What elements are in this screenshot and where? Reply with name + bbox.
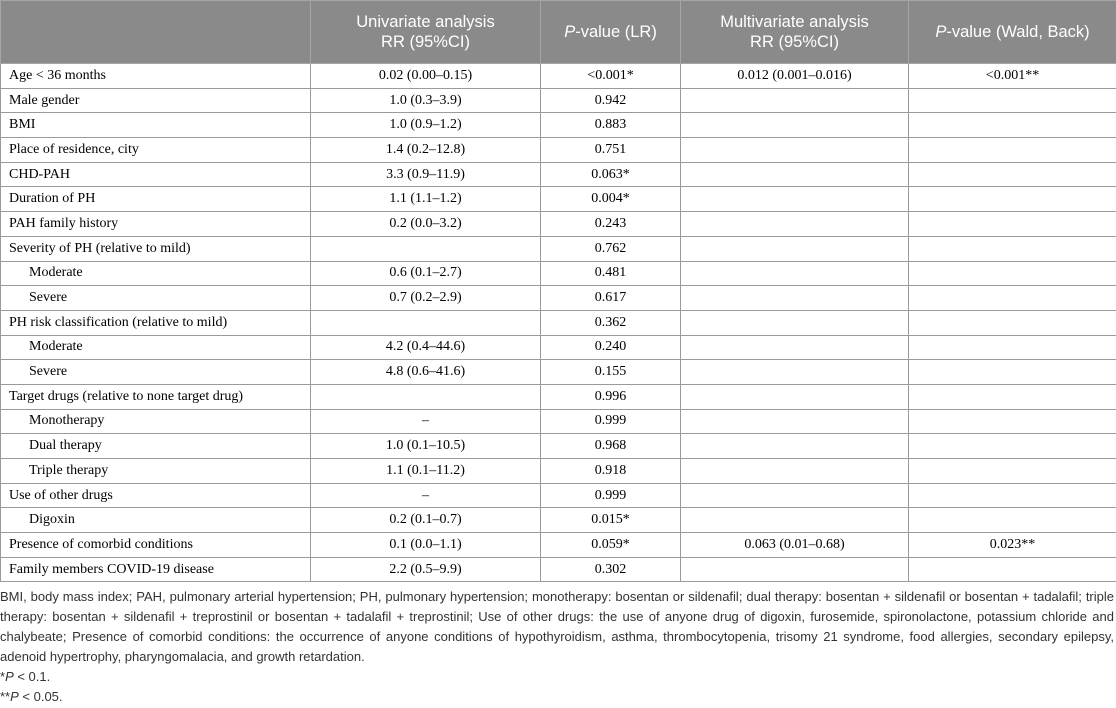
univariate-rr: 1.1 (0.1–11.2) bbox=[311, 459, 541, 484]
table-row bbox=[1, 360, 1116, 385]
multivariate-rr bbox=[681, 434, 909, 459]
pvalue-lr: 0.243 bbox=[541, 212, 681, 237]
pvalue-lr: <0.001* bbox=[541, 64, 681, 89]
row-label: Monotherapy bbox=[1, 409, 311, 434]
table-footnotes bbox=[0, 587, 1114, 707]
header-row bbox=[1, 1, 1116, 64]
pvalue-wald bbox=[909, 459, 1116, 484]
multivariate-rr: 0.012 (0.001–0.016) bbox=[681, 64, 909, 89]
row-label: Place of residence, city bbox=[1, 138, 311, 163]
table-row bbox=[1, 286, 1116, 311]
row-label: Severity of PH (relative to mild) bbox=[1, 236, 311, 261]
univariate-rr: 4.8 (0.6–41.6) bbox=[311, 360, 541, 385]
univariate-rr bbox=[311, 384, 541, 409]
pvalue-lr: 0.059* bbox=[541, 533, 681, 558]
pvalue-lr: 0.362 bbox=[541, 310, 681, 335]
pvalue-wald bbox=[909, 310, 1116, 335]
significance-note-2 bbox=[0, 687, 1114, 707]
header-multivariate-title: Multivariate analysis bbox=[720, 13, 869, 31]
pvalue-lr: 0.942 bbox=[541, 88, 681, 113]
note2-asterisk: ** bbox=[0, 689, 11, 704]
note1-threshold: < 0.1. bbox=[13, 669, 51, 684]
table-row bbox=[1, 212, 1116, 237]
pvalue-lr: 0.302 bbox=[541, 557, 681, 582]
row-label: Duration of PH bbox=[1, 187, 311, 212]
header-univariate bbox=[311, 1, 541, 64]
pvalue-wald bbox=[909, 113, 1116, 138]
row-label: Moderate bbox=[1, 261, 311, 286]
row-label: Dual therapy bbox=[1, 434, 311, 459]
univariate-rr: 1.0 (0.3–3.9) bbox=[311, 88, 541, 113]
table-row bbox=[1, 459, 1116, 484]
univariate-rr: – bbox=[311, 483, 541, 508]
univariate-rr: 0.02 (0.00–0.15) bbox=[311, 64, 541, 89]
row-label: Male gender bbox=[1, 88, 311, 113]
row-label: Use of other drugs bbox=[1, 483, 311, 508]
header-univariate-unit: RR (95%CI) bbox=[381, 33, 470, 51]
multivariate-rr bbox=[681, 236, 909, 261]
table-row bbox=[1, 187, 1116, 212]
note2-p: P bbox=[10, 689, 19, 704]
table-row bbox=[1, 162, 1116, 187]
row-label: PH risk classification (relative to mild) bbox=[1, 310, 311, 335]
pvalue-wald bbox=[909, 138, 1116, 163]
pvalue-lr: 0.481 bbox=[541, 261, 681, 286]
pvalue-wald: <0.001** bbox=[909, 64, 1116, 89]
univariate-rr: 0.2 (0.1–0.7) bbox=[311, 508, 541, 533]
pvalue-wald bbox=[909, 88, 1116, 113]
header-multivariate-unit: RR (95%CI) bbox=[750, 33, 839, 51]
header-pvalue-lr-p: P bbox=[564, 23, 576, 41]
univariate-rr: 1.4 (0.2–12.8) bbox=[311, 138, 541, 163]
row-label: Presence of comorbid conditions bbox=[1, 533, 311, 558]
multivariate-rr bbox=[681, 335, 909, 360]
header-univariate-title: Univariate analysis bbox=[356, 13, 495, 31]
multivariate-rr bbox=[681, 508, 909, 533]
pvalue-lr: 0.004* bbox=[541, 187, 681, 212]
multivariate-rr: 0.063 (0.01–0.68) bbox=[681, 533, 909, 558]
table-row bbox=[1, 113, 1116, 138]
pvalue-wald bbox=[909, 236, 1116, 261]
table-row bbox=[1, 409, 1116, 434]
multivariate-rr bbox=[681, 409, 909, 434]
pvalue-wald bbox=[909, 384, 1116, 409]
univariate-rr: – bbox=[311, 409, 541, 434]
pvalue-lr: 0.996 bbox=[541, 384, 681, 409]
table-row bbox=[1, 434, 1116, 459]
row-label: Moderate bbox=[1, 335, 311, 360]
multivariate-rr bbox=[681, 212, 909, 237]
pvalue-wald bbox=[909, 261, 1116, 286]
table-row bbox=[1, 236, 1116, 261]
table-row bbox=[1, 335, 1116, 360]
multivariate-rr bbox=[681, 261, 909, 286]
univariate-rr: 0.1 (0.0–1.1) bbox=[311, 533, 541, 558]
header-pvalue-lr bbox=[541, 1, 681, 64]
header-variable bbox=[1, 1, 311, 64]
note2-threshold: < 0.05. bbox=[18, 689, 63, 704]
pvalue-wald bbox=[909, 162, 1116, 187]
pvalue-wald: 0.023** bbox=[909, 533, 1116, 558]
univariate-rr bbox=[311, 310, 541, 335]
header-multivariate bbox=[681, 1, 909, 64]
header-pvalue-lr-text: -value (LR) bbox=[575, 23, 657, 41]
multivariate-rr bbox=[681, 557, 909, 582]
pvalue-wald bbox=[909, 286, 1116, 311]
pvalue-wald bbox=[909, 335, 1116, 360]
header-pvalue-wald-p: P bbox=[935, 23, 947, 41]
pvalue-wald bbox=[909, 557, 1116, 582]
significance-note-1 bbox=[0, 667, 1114, 687]
abbreviations-note: BMI, body mass index; PAH, pulmonary arterial hypertension; PH, pulmonary hypertension; monotherapy: bosentan or sildenafil; dual therapy: bosentan + sildenafil or bosentan + tadalafil; triple therapy: bosentan + sildenafil + treprostinil or bosentan + tadalafil + treprostinil; Use of other drugs: the use of anyone drug of digoxin, furosemide, spironolactone, potassium chloride and chalybeate; Presence of comorbid conditions: the occurrence of anyone conditions of hypothyroidism, asthma, thrombocytopenia, trisomy 21 syndrome, food allergies, secondary epilepsy, adenoid hypertrophy, pharyngomalacia, and growth retardation. bbox=[0, 589, 1114, 664]
univariate-rr: 0.2 (0.0–3.2) bbox=[311, 212, 541, 237]
univariate-rr bbox=[311, 236, 541, 261]
pvalue-lr: 0.155 bbox=[541, 360, 681, 385]
row-label: Target drugs (relative to none target drug) bbox=[1, 384, 311, 409]
univariate-rr: 3.3 (0.9–11.9) bbox=[311, 162, 541, 187]
row-label: Age < 36 months bbox=[1, 64, 311, 89]
row-label: Severe bbox=[1, 286, 311, 311]
table-row bbox=[1, 310, 1116, 335]
pvalue-wald bbox=[909, 508, 1116, 533]
multivariate-rr bbox=[681, 88, 909, 113]
multivariate-rr bbox=[681, 138, 909, 163]
table-row bbox=[1, 138, 1116, 163]
note1-asterisk: * bbox=[0, 669, 6, 684]
table-row bbox=[1, 533, 1116, 558]
multivariate-rr bbox=[681, 310, 909, 335]
pvalue-lr: 0.999 bbox=[541, 483, 681, 508]
multivariate-rr bbox=[681, 162, 909, 187]
table-row bbox=[1, 64, 1116, 89]
row-label: Severe bbox=[1, 360, 311, 385]
multivariate-rr bbox=[681, 459, 909, 484]
pvalue-lr: 0.240 bbox=[541, 335, 681, 360]
multivariate-rr bbox=[681, 286, 909, 311]
note1-p: P bbox=[5, 669, 14, 684]
row-label: CHD-PAH bbox=[1, 162, 311, 187]
univariate-rr: 4.2 (0.4–44.6) bbox=[311, 335, 541, 360]
pvalue-wald bbox=[909, 187, 1116, 212]
pvalue-lr: 0.918 bbox=[541, 459, 681, 484]
row-label: PAH family history bbox=[1, 212, 311, 237]
pvalue-lr: 0.762 bbox=[541, 236, 681, 261]
table-row bbox=[1, 384, 1116, 409]
multivariate-rr bbox=[681, 187, 909, 212]
univariate-rr: 0.6 (0.1–2.7) bbox=[311, 261, 541, 286]
univariate-rr: 1.1 (1.1–1.2) bbox=[311, 187, 541, 212]
header-pvalue-wald-text: -value (Wald, Back) bbox=[946, 23, 1090, 41]
row-label: Triple therapy bbox=[1, 459, 311, 484]
univariate-rr: 2.2 (0.5–9.9) bbox=[311, 557, 541, 582]
univariate-rr: 1.0 (0.9–1.2) bbox=[311, 113, 541, 138]
table-row bbox=[1, 261, 1116, 286]
row-label: Digoxin bbox=[1, 508, 311, 533]
univariate-rr: 0.7 (0.2–2.9) bbox=[311, 286, 541, 311]
multivariate-rr bbox=[681, 483, 909, 508]
table-row bbox=[1, 483, 1116, 508]
table-row bbox=[1, 508, 1116, 533]
pvalue-lr: 0.999 bbox=[541, 409, 681, 434]
pvalue-lr: 0.751 bbox=[541, 138, 681, 163]
pvalue-wald bbox=[909, 434, 1116, 459]
multivariate-rr bbox=[681, 360, 909, 385]
pvalue-wald bbox=[909, 409, 1116, 434]
header-pvalue-wald bbox=[909, 1, 1116, 64]
pvalue-wald bbox=[909, 483, 1116, 508]
univariate-rr: 1.0 (0.1–10.5) bbox=[311, 434, 541, 459]
pvalue-lr: 0.617 bbox=[541, 286, 681, 311]
row-label: Family members COVID-19 disease bbox=[1, 557, 311, 582]
multivariate-rr bbox=[681, 384, 909, 409]
pvalue-wald bbox=[909, 212, 1116, 237]
pvalue-lr: 0.063* bbox=[541, 162, 681, 187]
multivariate-rr bbox=[681, 113, 909, 138]
pvalue-lr: 0.883 bbox=[541, 113, 681, 138]
row-label: BMI bbox=[1, 113, 311, 138]
table-row bbox=[1, 88, 1116, 113]
table-row bbox=[1, 557, 1116, 582]
pvalue-wald bbox=[909, 360, 1116, 385]
pvalue-lr: 0.968 bbox=[541, 434, 681, 459]
pvalue-lr: 0.015* bbox=[541, 508, 681, 533]
